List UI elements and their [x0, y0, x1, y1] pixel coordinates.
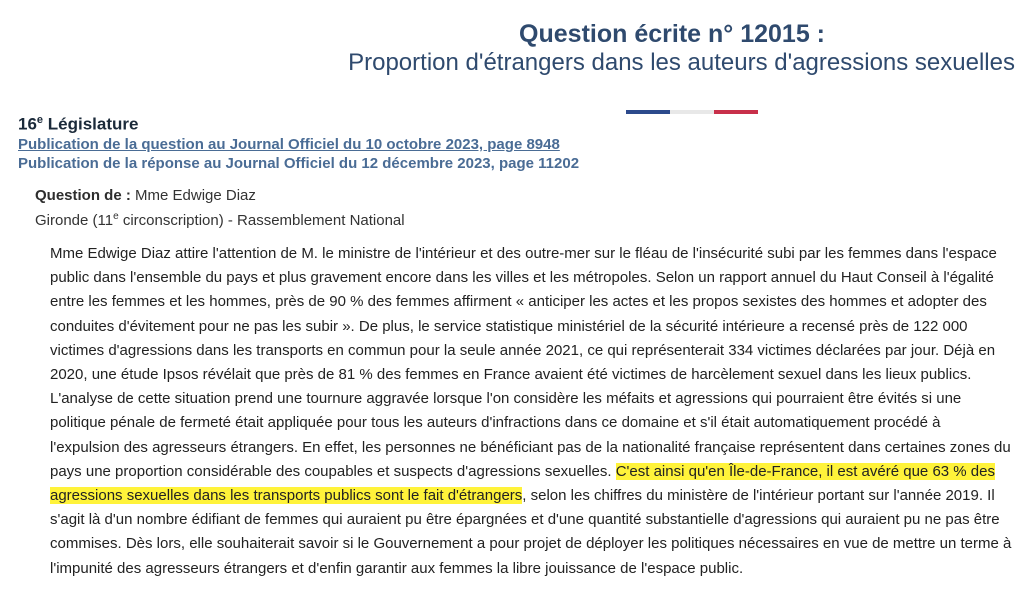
tricolor-divider: [626, 110, 758, 114]
legislature-heading: [18, 114, 138, 135]
question-publication-link[interactable]: Publication de la question au Journal Officiel du 10 octobre 2023, page 8948: [18, 136, 560, 153]
district-party: circonscription) - Rassemblement National: [118, 212, 405, 229]
answer-publication-link[interactable]: Publication de la réponse au Journal Officiel du 12 décembre 2023, page 11202: [18, 155, 580, 172]
author-name: Mme Edwige Diaz: [135, 187, 256, 204]
legislature-suffix: e: [36, 114, 44, 126]
author-district: [35, 211, 405, 229]
body-text-before: Mme Edwige Diaz attire l'attention de M. le ministre de l'intérieur et des outre-mer sur le fléau de l'insécurité subi par les femmes dans l'espace public dans l'ensemble du pays et plus gravement encore dans les villes et les métropoles. Selon un rapport annuel du Haut Conseil à l'égalité entre les femmes et les hommes, près de 90 % des femmes affirment « anticiper les actes et les propos sexistes des hommes et adopter des conduites d'évitement pour ne pas les subir ». De plus, le service statistique ministériel de la sécurité intérieure a recensé près de 122 000 victimes d'agressions dans les transports en commun pour la seule année 2021, ce qui représenterait 334 victimes déclarées par jour. Déjà en 2020, une étude Ipsos révélait que près de 81 % des femmes en France avaient été victimes de harcèlement sexuel dans les lieux publics. L'analyse de cette situation prend une tournure aggravée lorsque l'on considère les méfaits et agressions qui pourraient être évités si une politique pénale de fermeté était appliquée pour tous les auteurs d'infractions dans ce domaine et s'il était automatiquement procédé à l'expulsion des agresseurs étrangers. En effet, les personnes ne bénéficiant pas de la nationalité française représentent dans certaines zones du pays une proportion considérable des coupables et suspects d'agressions sexuelles.: [50, 245, 1011, 480]
question-title: Question écrite n° 12015 :: [519, 20, 825, 48]
question-body: [50, 242, 1012, 581]
highlighted-passage: C'est ainsi qu'en Île-de-France, il est avéré que 63 % des agressions sexuelles dans les transports publics sont le fait d'étrangers: [50, 462, 995, 505]
body-text-after: , selon les chiffres du ministère de l'intérieur portant sur l'année 2019. Il s'agit là d'un nombre édifiant de femmes qui auraient pu être épargnées et d'une quantité substantielle d'agressions qui auraient pu ne pas être commises. Dès lors, elle souhaiterait savoir si le Gouvernement a pour projet de déployer les politiques nécessaires en vue de mettre un terme à l'impunité des agresseurs étrangers et d'enfin garantir aux femmes la libre jouissance de l'espace public.: [50, 487, 1012, 577]
district-ordinal: e: [113, 211, 119, 222]
legislature-label: Législature: [47, 114, 139, 134]
flag-white-stripe: [670, 110, 714, 114]
question-author: [35, 187, 256, 204]
legislature-number: 16: [18, 114, 37, 134]
author-label: Question de :: [35, 187, 131, 204]
flag-red-stripe: [714, 110, 758, 114]
question-subject: Proportion d'étrangers dans les auteurs d'agressions sexuelles: [348, 49, 1015, 76]
district-text: Gironde (11: [35, 212, 114, 229]
flag-blue-stripe: [626, 110, 670, 114]
